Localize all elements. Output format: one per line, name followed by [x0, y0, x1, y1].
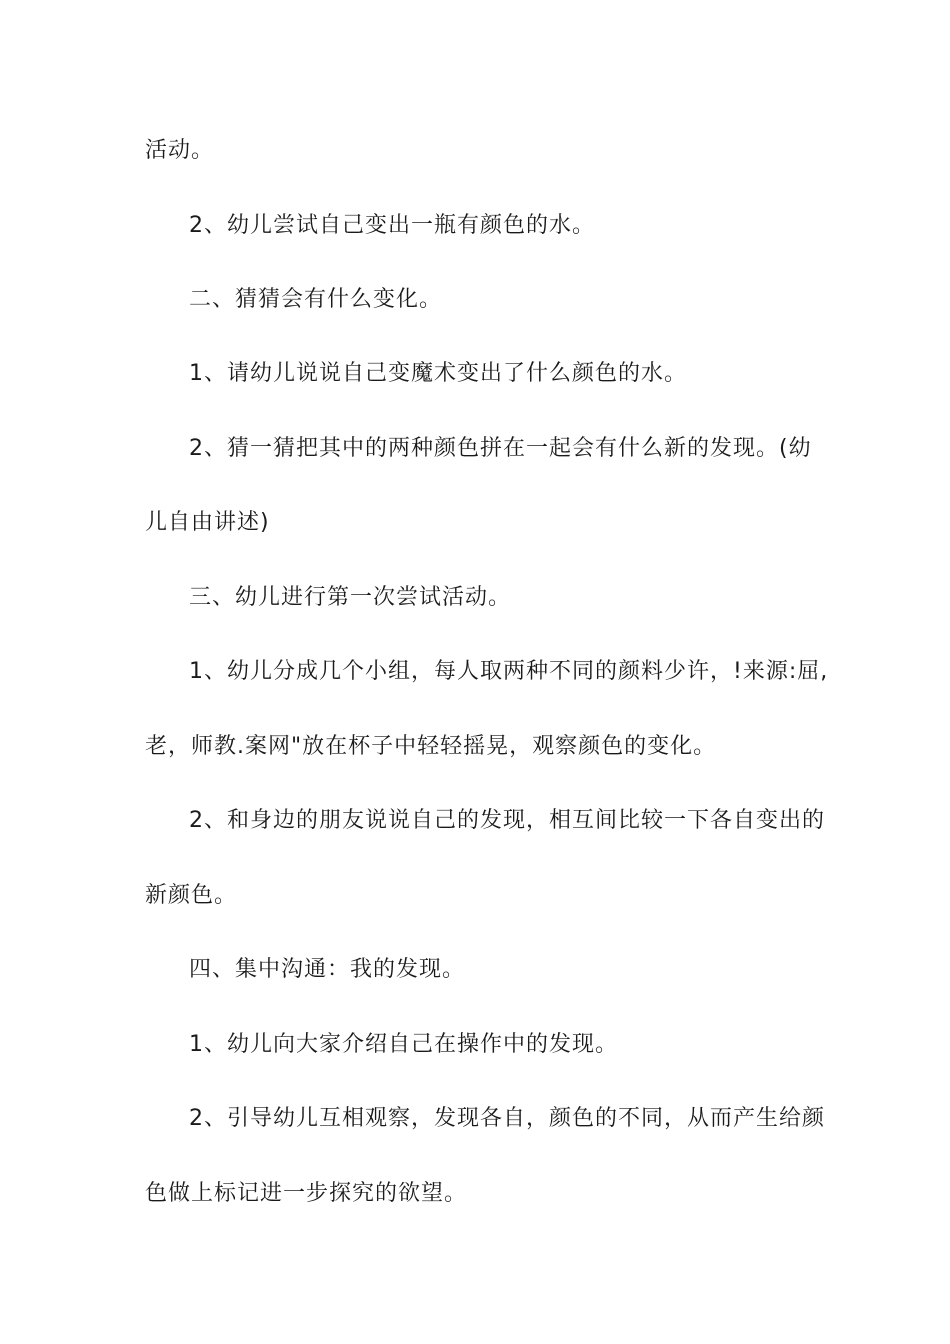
text-line: 老，师教.案网"放在杯子中轻轻摇晃，观察颜色的变化。	[145, 734, 717, 759]
text-line: 2、幼儿尝试自己变出一瓶有颜色的水。	[189, 213, 595, 238]
text-line: 1、幼儿向大家介绍自己在操作中的发现。	[189, 1032, 618, 1057]
text-line: 2、引导幼儿互相观察，发现各自，颜色的不同，从而产生给颜	[189, 1106, 825, 1131]
text-line: 新颜色。	[145, 883, 238, 908]
text-line: 儿自由讲述)	[145, 510, 270, 535]
text-line: 三、幼儿进行第一次尝试活动。	[189, 585, 512, 610]
text-line: 色做上标记进一步探究的欲望。	[145, 1181, 468, 1206]
text-line: 1、请幼儿说说自己变魔术变出了什么颜色的水。	[189, 361, 687, 386]
text-line: 活动。	[145, 138, 215, 163]
text-line: 2、猜一猜把其中的两种颜色拼在一起会有什么新的发现。(幼	[189, 436, 812, 461]
text-line: 四、集中沟通：我的发现。	[189, 957, 466, 982]
text-line: 2、和身边的朋友说说自己的发现，相互间比较一下各自变出的	[189, 808, 825, 833]
text-line: 二、猜猜会有什么变化。	[189, 287, 443, 312]
text-line: 1、幼儿分成几个小组，每人取两种不同的颜料少许，!来源:屈,	[189, 659, 829, 684]
